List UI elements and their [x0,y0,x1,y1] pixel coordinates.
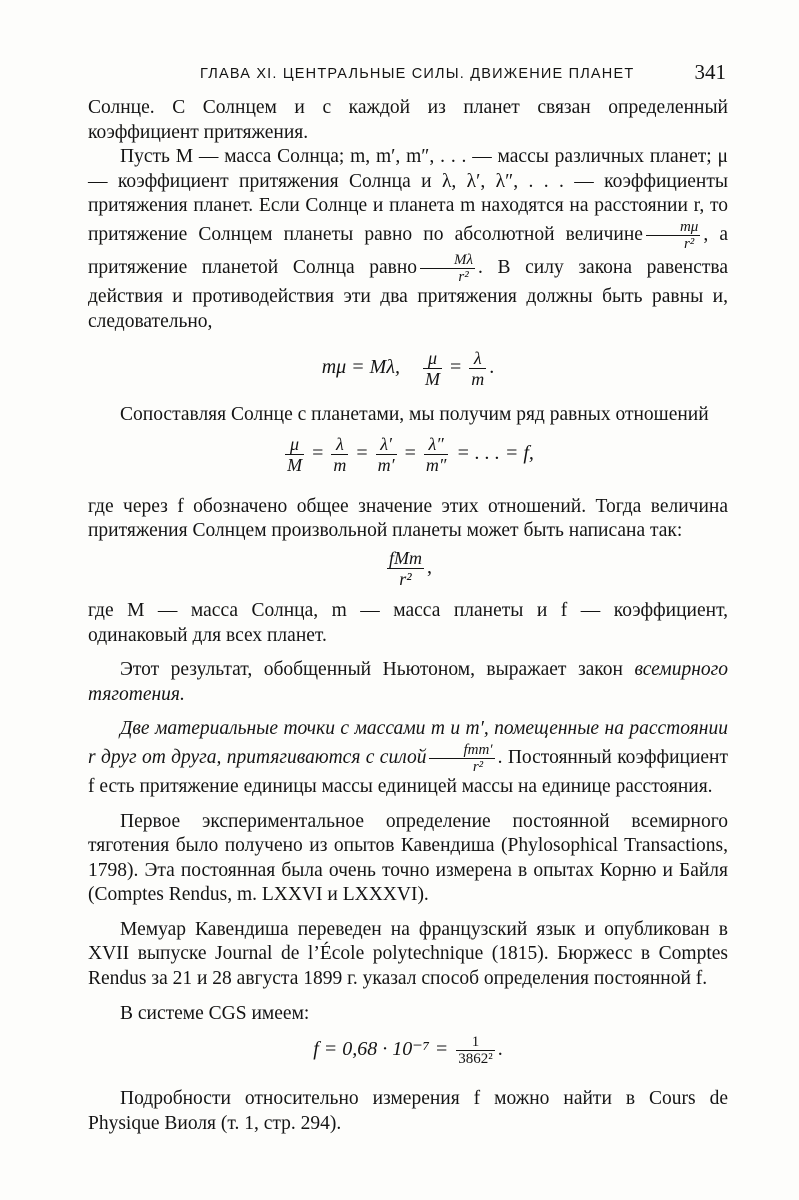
equation-end: , [427,556,432,579]
fraction-numerator: mμ [646,219,700,236]
fraction-numerator: λ [331,434,348,455]
fraction-numerator: λ′ [376,434,397,455]
equation-2-fraction-4 [424,434,449,475]
fraction-denominator: m′ [377,454,395,475]
paragraph-4: где через f обозначено общее значение этих отношений. Тогда величина притяжения Солнцем произвольной планеты может быть написана так: [88,495,728,542]
paragraph-6 [88,658,728,707]
fraction-denominator: m [333,454,347,475]
fraction-numerator: μ [423,348,442,369]
equation-4 [88,1034,728,1067]
page-number: 341 [694,60,726,84]
equation-end: . [489,356,495,379]
equation-2-fraction-2 [331,434,348,475]
inline-fraction-planet-attraction [420,252,475,285]
equation-1-left: mμ = Mλ, [321,356,401,379]
paragraph-2-text-a: Пусть M — масса Солнца; m, m′, m″, . . . — массы различных планет; μ — коэффициент притяжения Солнца и λ, λ′, λ″, . . . — коэффициенты притяжения планет. Если Солнце и планета m находятся на расстоянии r, то притяжение Солнцем планеты равно по абсолютной величине [88,146,728,245]
equals-sign: = [356,441,368,464]
equation-2 [88,434,728,475]
fraction-denominator: r² [683,235,695,252]
paragraph-6-emphasis: всемирного тяготения. [88,659,728,705]
paragraph-11: Подробности относительно измерения f можно найти в Cours de Physique Виоля (т. 1, стр. 294). [88,1088,728,1134]
equals-sign: = [404,441,416,464]
fraction-denominator: M [425,369,441,390]
fraction-numerator: λ″ [424,434,449,455]
paragraph-7-law-statement [88,717,728,799]
fraction-denominator: m [471,369,485,390]
equation-2-fraction-1 [285,434,304,475]
equals-sign: = [312,441,324,464]
page-header [88,56,728,96]
fraction-numerator: λ [469,348,486,369]
paragraph-5: где M — масса Солнца, m — масса планеты и f — коэффициент, одинаковый для всех планет. [88,599,728,646]
inline-fraction-force [429,742,494,775]
equation-1-fraction-lambda-m [469,348,486,389]
fraction-denominator: m″ [425,454,447,475]
book-page [88,56,728,1136]
paragraph-2-text-b: , а притяжение планетой Солнца равно [88,223,728,278]
paragraph-1: Солнце. С Солнцем и с каждой из планет связан определенный коэффициент притяжения. [88,97,728,143]
equation-4-fraction [456,1034,495,1067]
inline-fraction-sun-attraction [646,219,700,252]
equation-2-fraction-3 [376,434,397,475]
fraction-denominator: 3862² [458,1051,493,1068]
fraction-numerator: Mλ [420,252,475,269]
paragraph-2-text-c: . В силу закона равенства действия и противодействия эти два притяжения должны быть равны и, следовательно, [88,256,729,332]
equation-1-fraction-mu-M [423,348,442,389]
fraction-denominator: M [287,454,303,475]
fraction-denominator: r² [399,568,412,589]
equation-3-fraction [387,548,424,589]
paragraph-3: Сопоставляя Солнце с планетами, мы получим ряд равных отношений [120,404,709,426]
running-title: ГЛАВА XI. ЦЕНТРАЛЬНЫЕ СИЛЫ. ДВИЖЕНИЕ ПЛАНЕТ [200,66,635,82]
fraction-numerator: μ [285,434,304,455]
fraction-numerator: fMm [389,547,422,568]
equation-1 [88,348,728,389]
fraction-denominator: r² [472,758,484,775]
equation-end: . [497,1038,503,1061]
equation-4-left: f = 0,68 · 10⁻⁷ = [313,1038,449,1061]
paragraph-9: Мемуар Кавендиша переведен на французский язык и опубликован в XVII выпуске Journal de l’École polytechnique (1815). Бюржесс в Comptes Rendus за 21 и 28 августа 1899 г. указал способ определения постоянной f. [88,918,728,990]
paragraph-6-text: Этот результат, обобщенный Ньютоном, выражает закон [120,659,635,681]
fraction-numerator: fmm′ [429,742,494,759]
paragraph-10: В системе CGS имеем: [120,1002,310,1024]
paragraph-7-text-b: . Постоянный коэффициент f есть притяжение единицы массы единицей массы на единице расстояния. [88,746,728,797]
equals-sign: = [450,356,462,379]
law-statement-text: Две материальные точки с массами m и m′, помещенные на расстоянии r друг от друга, притягиваются с силой [88,718,728,768]
paragraph-2 [88,145,728,334]
fraction-numerator: 1 [456,1034,495,1051]
fraction-denominator: r² [458,268,469,285]
paragraph-8: Первое экспериментальное определение постоянной всемирного тяготения было получено из опытов Кавендиша (Phylosophical Transactions, 1798). Эта постоянная была очень точно измерена в опытах Корню и Байля (Comptes Rendus, m. LXXVI и LXXXVI). [88,810,728,906]
equation-3 [88,548,728,589]
equation-2-tail: = . . . = f, [456,441,534,464]
